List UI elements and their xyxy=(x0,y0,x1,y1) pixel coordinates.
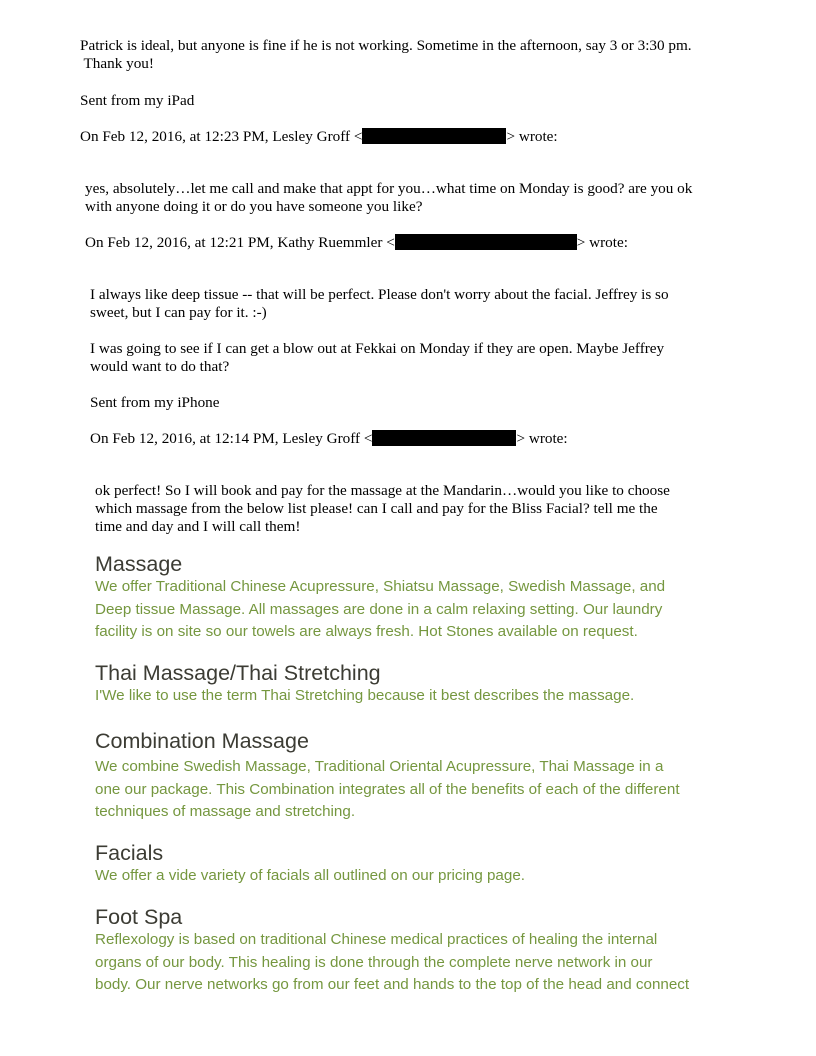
redaction-block xyxy=(372,430,516,446)
quote-header-2-prefix: On Feb 12, 2016, at 12:21 PM, Kathy Ruemmler < xyxy=(85,234,395,251)
reply-1-line-1: yes, absolutely…let me call and make that appt for you…what time on Monday is good? are you ok xyxy=(85,180,693,197)
combo-line-1: We combine Swedish Massage, Traditional Oriental Acupressure, Thai Massage in a xyxy=(95,758,664,775)
quote-header-3-prefix: On Feb 12, 2016, at 12:14 PM, Lesley Groff < xyxy=(90,430,373,447)
quote-header-2 xyxy=(85,234,628,252)
thai-massage-heading: Thai Massage/Thai Stretching xyxy=(95,661,381,685)
redaction-block xyxy=(395,234,577,250)
reply-2-p1-line-2: sweet, but I can pay for it. :-) xyxy=(90,304,267,321)
massage-heading: Massage xyxy=(95,552,183,576)
facials-line-1: We offer a vide variety of facials all outlined on our pricing page. xyxy=(95,867,525,884)
reply-3-line-3: time and day and I will call them! xyxy=(95,518,301,535)
thai-massage-description xyxy=(95,685,735,708)
quote-header-3-suffix: > wrote: xyxy=(516,430,568,447)
reply-2-p1-line-1: I always like deep tissue -- that will be perfect. Please don't worry about the facial. Jeffrey is so xyxy=(90,286,669,303)
facials-description xyxy=(95,865,735,888)
quote-header-2-suffix: > wrote: xyxy=(576,234,628,251)
reply-1-line-2: with anyone doing it or do you have someone you like? xyxy=(85,198,423,215)
sent-from-ipad: Sent from my iPad xyxy=(80,92,195,109)
combo-line-2: one our package. This Combination integrates all of the benefits of each of the different xyxy=(95,780,680,798)
foot-spa-description xyxy=(95,929,735,997)
reply-3-line-2: which massage from the below list please! can I call and pay for the Bliss Facial? tell me the xyxy=(95,500,658,517)
sent-from-iphone: Sent from my iPhone xyxy=(90,394,220,411)
combination-massage-heading: Combination Massage xyxy=(95,729,309,753)
reply-2-p2-line-1: I was going to see if I can get a blow out at Fekkai on Monday if they are open. Maybe Jeffrey xyxy=(90,340,665,357)
quote-header-3 xyxy=(90,430,568,448)
intro-line-2: Thank you! xyxy=(80,55,154,72)
facials-heading: Facials xyxy=(95,841,164,865)
intro-line-1: Patrick is ideal, but anyone is fine if he is not working. Sometime in the afternoon, say 3 or 3:30 pm. xyxy=(80,37,692,54)
massage-description xyxy=(95,576,735,644)
foot-line-1: Reflexology is based on traditional Chinese medical practices of healing the internal xyxy=(95,931,658,948)
reply-2-p2-line-2: would want to do that? xyxy=(90,358,230,375)
foot-line-3: body. Our nerve networks go from our feet and hands to the top of the head and connect xyxy=(95,976,690,993)
redaction-block xyxy=(362,128,506,144)
quote-header-1-suffix: > wrote: xyxy=(506,128,558,145)
combo-line-3: techniques of massage and stretching. xyxy=(95,803,356,820)
quote-header-1 xyxy=(80,128,558,146)
combination-massage-description xyxy=(95,756,735,824)
foot-line-2: organs of our body. This healing is done through the complete nerve network in our xyxy=(95,953,653,971)
thai-line-1: I'We like to use the term Thai Stretching because it best describes the massage. xyxy=(95,687,635,704)
massage-line-3: facility is on site so our towels are always fresh. Hot Stones available on request. xyxy=(95,623,638,640)
quote-header-1-prefix: On Feb 12, 2016, at 12:23 PM, Lesley Groff < xyxy=(80,128,363,145)
reply-3-line-1: ok perfect! So I will book and pay for the massage at the Mandarin…would you like to choose xyxy=(95,482,670,499)
massage-line-1: We offer Traditional Chinese Acupressure, Shiatsu Massage, Swedish Massage, and xyxy=(95,578,666,595)
massage-line-2: Deep tissue Massage. All massages are done in a calm relaxing setting. Our laundry xyxy=(95,600,663,618)
foot-spa-heading: Foot Spa xyxy=(95,905,183,929)
